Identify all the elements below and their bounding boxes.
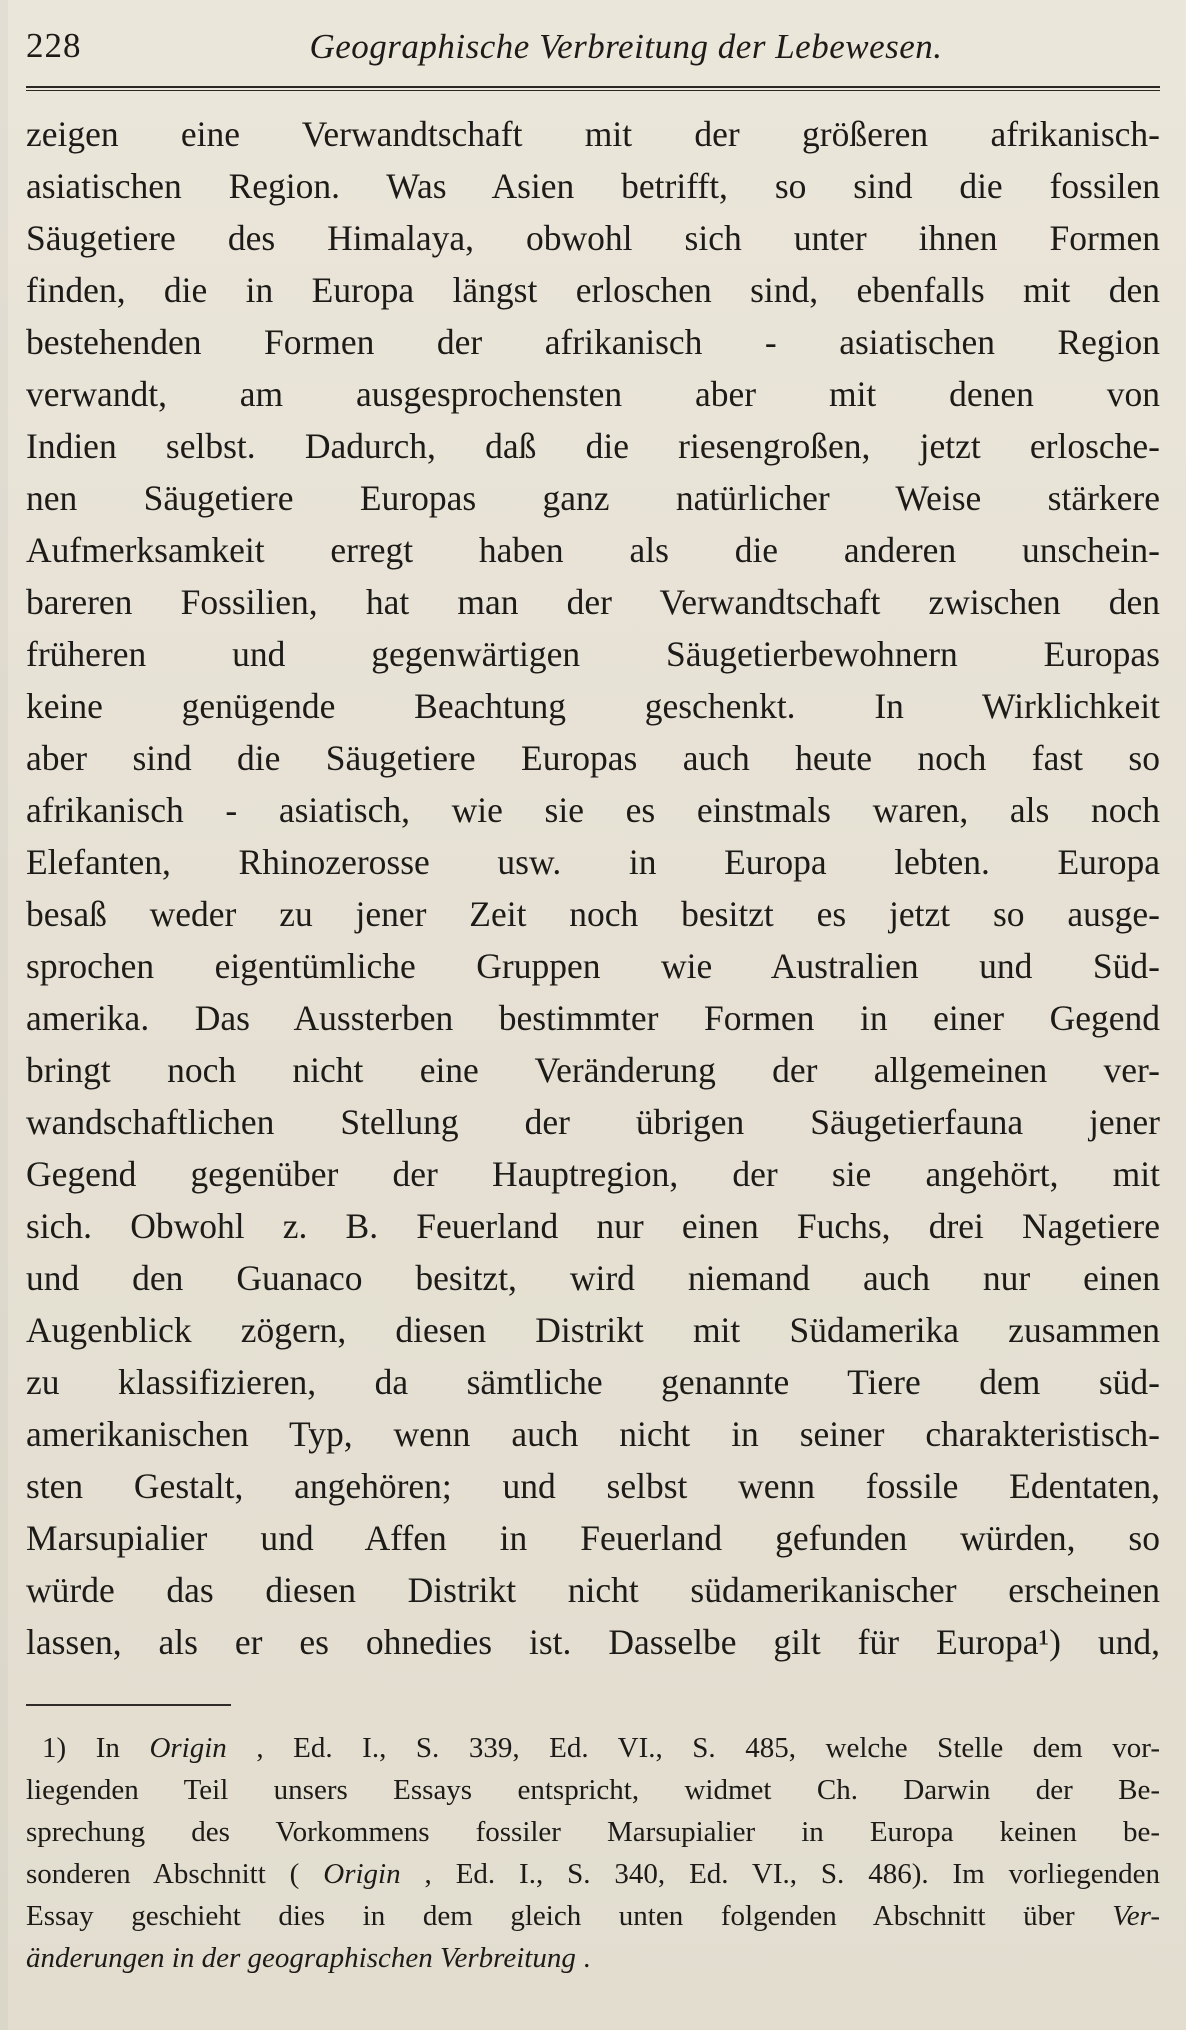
text-line: asiatischen Region. Was Asien betrifft, so sind die fossilen	[26, 166, 1160, 206]
footnote-text: In	[95, 1732, 150, 1764]
footnote-italic-text: Ver-	[1112, 1900, 1160, 1932]
footnote-text: .	[583, 1942, 591, 1974]
footnote-text: Essay geschieht dies in dem gleich unten folgenden Abschnitt über	[26, 1900, 1113, 1932]
footnote-line: liegenden Teil unsers Essays entspricht, widmet Ch. Darwin der Be-	[26, 1774, 1160, 1806]
footnote-line	[26, 1895, 1160, 1937]
main-text-block	[26, 108, 1160, 1668]
text-line: aber sind die Säugetiere Europas auch heute noch fast so	[26, 738, 1160, 778]
text-line: und den Guanaco besitzt, wird niemand auch nur einen	[26, 1258, 1160, 1298]
header-rule	[26, 86, 1160, 91]
text-line: zu klassifizieren, da sämtliche genannte Tiere dem süd-	[26, 1362, 1160, 1402]
footnote-rule	[26, 1704, 231, 1706]
text-line: Aufmerksamkeit erregt haben als die anderen unschein-	[26, 530, 1160, 570]
text-line: afrikanisch - asiatisch, wie sie es einstmals waren, als noch	[26, 790, 1160, 830]
footnote-line	[26, 1937, 1160, 1979]
text-line: bringt noch nicht eine Veränderung der allgemeinen ver-	[26, 1050, 1160, 1090]
text-line: sten Gestalt, angehören; und selbst wenn fossile Edentaten,	[26, 1466, 1160, 1506]
text-line: sich. Obwohl z. B. Feuerland nur einen Fuchs, drei Nagetiere	[26, 1206, 1160, 1246]
text-line: würde das diesen Distrikt nicht südamerikanischer erscheinen	[26, 1570, 1160, 1610]
text-line: Indien selbst. Dadurch, daß die riesengroßen, jetzt erlosche-	[26, 426, 1160, 466]
text-line: verwandt, am ausgesprochensten aber mit denen von	[26, 374, 1160, 414]
footnote-text: , Ed. I., S. 340, Ed. VI., S. 486). Im vorliegenden	[424, 1858, 1160, 1890]
origin-title: Origin	[323, 1858, 401, 1890]
text-line: zeigen eine Verwandtschaft mit der größeren afrikanisch-	[26, 114, 1160, 154]
text-line: bestehenden Formen der afrikanisch - asiatischen Region	[26, 322, 1160, 362]
text-line: keine genügende Beachtung geschenkt. In Wirklichkeit	[26, 686, 1160, 726]
footnote-line: sprechung des Vorkommens fossiler Marsupialier in Europa keinen be-	[26, 1816, 1160, 1848]
text-line: Säugetiere des Himalaya, obwohl sich unter ihnen Formen	[26, 218, 1160, 258]
text-line: besaß weder zu jener Zeit noch besitzt es jetzt so ausge-	[26, 894, 1160, 934]
page-edge-shadow	[0, 0, 8, 2030]
footnote-number: 1)	[42, 1732, 67, 1764]
footnote-line	[26, 1853, 1160, 1895]
text-line: wandschaftlichen Stellung der übrigen Säugetierfauna jener	[26, 1102, 1160, 1142]
text-line: finden, die in Europa längst erloschen sind, ebenfalls mit den	[26, 270, 1160, 310]
text-line: Augenblick zögern, diesen Distrikt mit Südamerika zusammen	[26, 1310, 1160, 1350]
running-head: Geographische Verbreitung der Lebewesen.	[309, 27, 943, 66]
text-line: früheren und gegenwärtigen Säugetierbewohnern Europas	[26, 634, 1160, 674]
text-line: nen Säugetiere Europas ganz natürlicher Weise stärkere	[26, 478, 1160, 518]
page-number: 228	[26, 26, 82, 65]
footnote-text: , Ed. I., S. 339, Ed. VI., S. 485, welche Stelle dem vor-	[256, 1732, 1160, 1764]
page-header	[26, 18, 1160, 78]
text-line: Gegend gegenüber der Hauptregion, der sie angehört, mit	[26, 1154, 1160, 1194]
text-line: sprochen eigentümliche Gruppen wie Australien und Süd-	[26, 946, 1160, 986]
footnote-line	[26, 1727, 1160, 1769]
footnote-block	[26, 1727, 1160, 1979]
text-line: amerika. Das Aussterben bestimmter Formen in einer Gegend	[26, 998, 1160, 1038]
text-line: amerikanischen Typ, wenn auch nicht in seiner charakteristisch-	[26, 1414, 1160, 1454]
footnote-italic-text: änderungen in der geographischen Verbreitung	[26, 1942, 576, 1974]
text-line: bareren Fossilien, hat man der Verwandtschaft zwischen den	[26, 582, 1160, 622]
origin-title: Origin	[149, 1732, 227, 1764]
text-line: lassen, als er es ohnedies ist. Dasselbe gilt für Europa¹) und,	[26, 1622, 1160, 1662]
footnote-text: sonderen Abschnitt (	[26, 1858, 300, 1890]
text-line: Marsupialier und Affen in Feuerland gefunden würden, so	[26, 1518, 1160, 1558]
text-line: Elefanten, Rhinozerosse usw. in Europa lebten. Europa	[26, 842, 1160, 882]
